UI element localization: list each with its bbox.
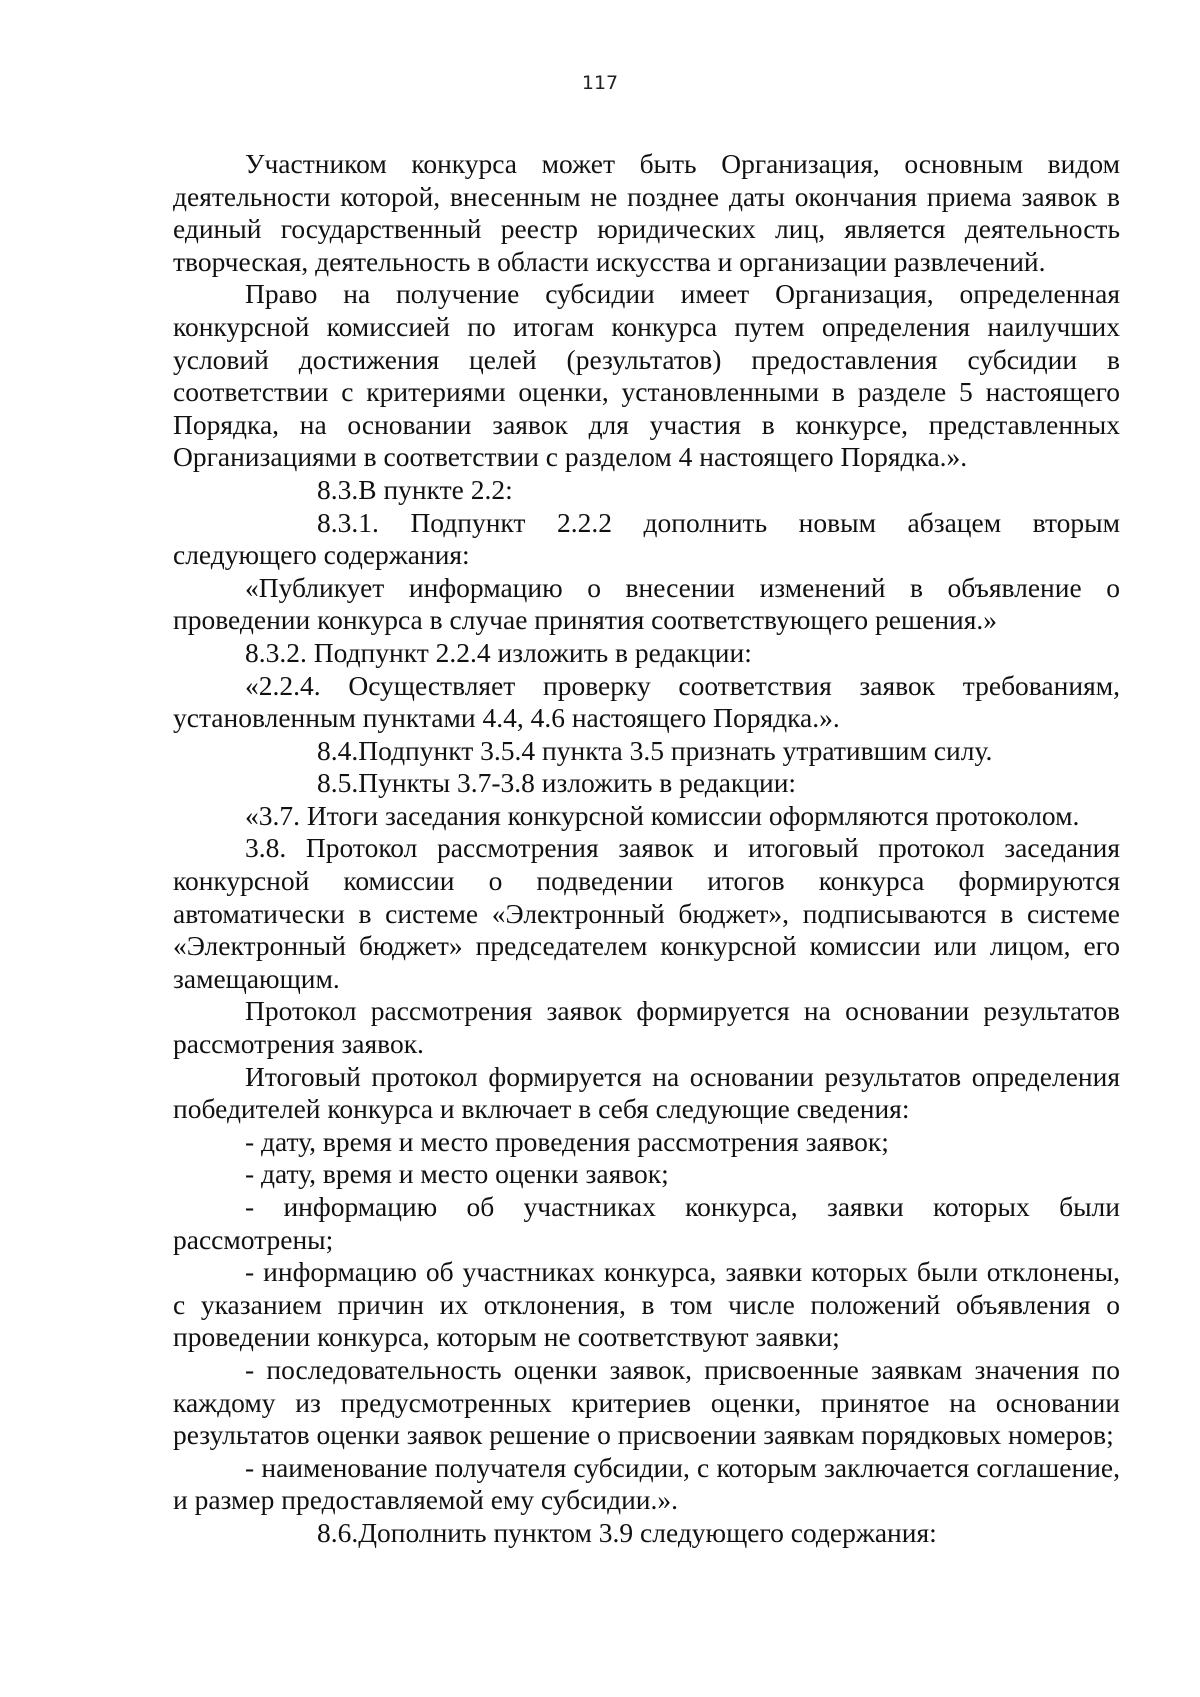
item-number: 8.6. [317,1516,359,1548]
item-8-6 [173,1517,1120,1550]
paragraph-publish-info: «Публикует информацию о внесении изменений в объявление о проведении конкурса в случае принятия соответствующего решения.» [173,571,1120,636]
list-item: - дату, время и место оценки заявок; [245,1158,669,1190]
item-8-3-2: 8.3.2. Подпункт 2.2.4 изложить в редакции: [245,636,752,668]
item-text: Подпункт 2.2.2 дополнить новым абзацем вторым следующего содержания: [173,506,1121,571]
paragraph-review-protocol: Протокол рассмотрения заявок формируется на основании результатов рассмотрения заявок. [173,995,1120,1060]
paragraph-subsidy-right: Право на получение субсидии имеет Организация, определенная конкурсной комиссией по итогам конкурса путем определения наилучших условий достижения целей (результатов) предоставления субсидии в соответствии с критериями оценки, установленными в разделе 5 настоящего Порядка, на основании заявок для участия в конкурсе, представленных Организациями в соответствии с разделом 4 настоящего Порядка.». [173,278,1120,473]
document-body [173,148,1120,1550]
list-item: - дату, время и место проведения рассмотрения заявок; [245,1125,889,1157]
page-number: 117 [581,72,619,94]
item-8-3 [173,474,1120,507]
item-text: Дополнить пунктом 3.9 следующего содержания: [358,1516,937,1548]
item-text: В пункте 2.2: [358,473,513,505]
paragraph-3-7: «3.7. Итоги заседания конкурсной комиссии оформляются протоколом. [245,799,1080,831]
paragraph-final-protocol: Итоговый протокол формируется на основании результатов определения победителей конкурса и включает в себя следующие сведения: [173,1060,1120,1125]
paragraph-3-8: 3.8. Протокол рассмотрения заявок и итоговый протокол заседания конкурсной комиссии о подведении итогов конкурса формируются автоматически в системе «Электронный бюджет», подписываются в системе «Электронный бюджет» председателем конкурсной комиссии или лицом, его замещающим. [173,832,1120,994]
list-item: - информацию об участниках конкурса, заявки которых были рассмотрены; [173,1191,1120,1255]
list-item: - наименование получателя субсидии, с которым заключается соглашение, и размер предоставляемой ему субсидии.». [173,1451,1120,1516]
item-8-5 [173,767,1120,800]
item-number: 8.5. [317,767,359,799]
item-text: Подпункт 3.5.4 пункта 3.5 признать утратившим силу. [358,734,993,766]
list-item: - последовательность оценки заявок, присвоенные заявкам значения по каждому из предусмотренных критериев оценки, принятое на основании результатов оценки заявок решение о присвоении заявкам порядковых номеров; [173,1353,1120,1451]
paragraph-2-2-4: «2.2.4. Осуществляет проверку соответствия заявок требованиям, установленным пунктами 4.4, 4.6 настоящего Порядка.». [173,669,1120,734]
item-number: 8.3. [317,473,359,505]
list-item: - информацию об участниках конкурса, заявки которых были отклонены, с указанием причин их отклонения, в том числе положений объявления о проведении конкурса, которым не соответствуют заявки; [173,1256,1120,1353]
item-number: 8.3.1. [317,506,379,538]
paragraph-participant: Участником конкурса может быть Организация, основным видом деятельности которой, внесенным не позднее даты окончания приема заявок в единый государственный реестр юридических лиц, является деятельность творческая, деятельность в области искусства и организации развлечений. [173,148,1120,277]
item-8-3-1 [173,507,1120,572]
item-number: 8.4. [317,734,359,766]
item-8-4 [173,735,1120,768]
item-text: Пункты 3.7-3.8 изложить в редакции: [358,767,797,799]
